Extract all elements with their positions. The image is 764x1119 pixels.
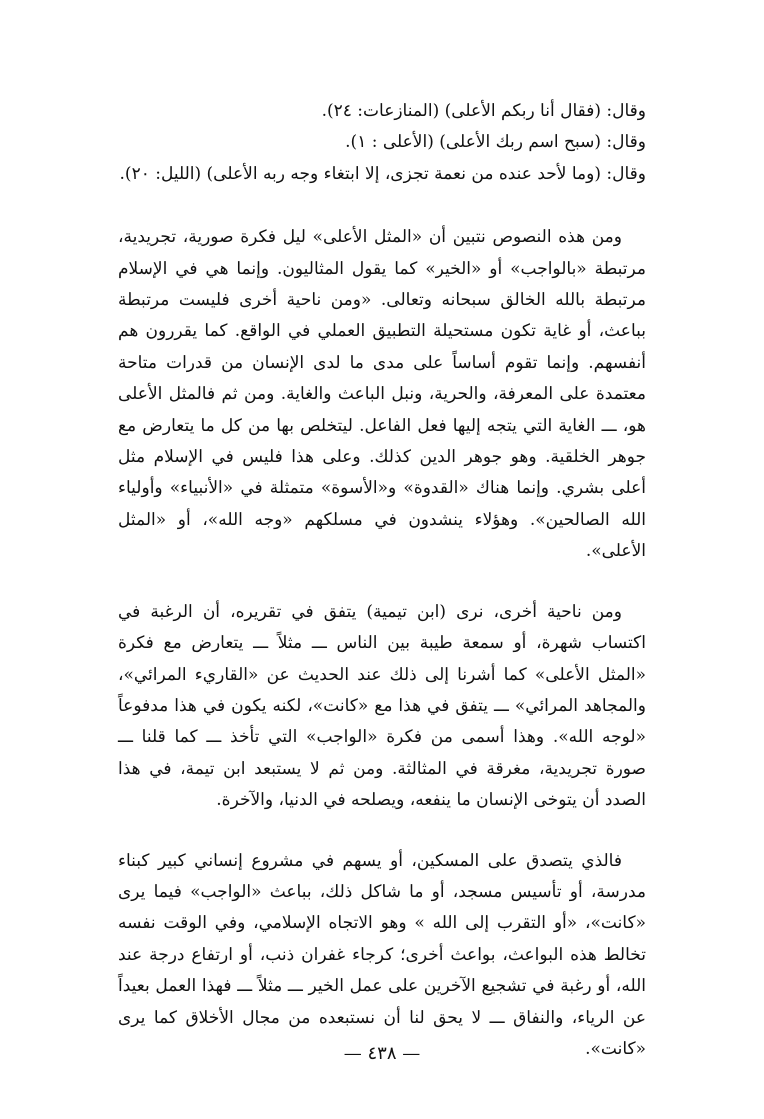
- quote-line: وقال: (وما لأحد عنده من نعمة تجزى، إلا ابتغاء وجه ربه الأعلى) (الليل: ٢٠).: [119, 163, 646, 184]
- paragraph: فالذي يتصدق على المسكين، أو يسهم في مشروع إنساني كبير كبناء مدرسة، أو تأسيس مسجد، أو ما شاكل ذلك، بباعث «الواجب» فيما يرى «كانت»، «أو التقرب إلى الله » وهو الاتجاه الإسلامي، وفي الوقت نفسه تخالط هذه البواعث، بواعث أخرى؛ كرجاء غفران ذنب، أو ارتفاع درجة عند الله، أو رغبة في تشجيع الآخرين على عمل الخير ـــ مثلاً ـــ فهذا العمل بعيداً عن الرياء، والنفاق ـــ لا يحق لنا أن نستبعده من مجال الأخلاق كما يرى «كانت».: [118, 850, 646, 1059]
- paragraph: ومن ناحية أخرى، نرى (ابن تيمية) يتفق في تقريره، أن الرغبة في اكتساب شهرة، أو سمعة طيبة بين الناس ـــ مثلاً ـــ يتعارض مع فكرة «المثل الأعلى» كما أشرنا إلى ذلك عند الحديث عن «القاريء المرائي»، والمجاهد المرائي» ـــ يتفق في هذا مع «كانت»، لكنه يكون في هذا مدفوعاً «لوجه الله». وهذا أسمى من فكرة «الواجب» التي تأخذ ـــ كما قلنا ـــ صورة تجريدية، مغرقة في المثالثة. ومن ثم لا يستبعد ابن تيمة، في هذا الصدد أن يتوخى الإنسان ما ينفعه، ويصلحه في الدنيا، والآخرة.: [118, 601, 646, 811]
- quran-quotes: [118, 96, 646, 190]
- quote-line: وقال: (سبح اسم ربك الأعلى) (الأعلى : ١).: [345, 132, 646, 153]
- quote-line: وقال: (فقال أنا ربكم الأعلى) (المنازعات: ٢٤).: [321, 101, 646, 121]
- page-number: — ٤٣٨ —: [343, 1043, 421, 1064]
- paragraph: ومن هذه النصوص نتبين أن «المثل الأعلى» ليل فكرة صورية، تجريدية، مرتبطة «بالواجب» أو «الخير» كما يقول المثاليون. وإنما هي في الإسلام مرتبطة بالله الخالق سبحانه وتعالى. «ومن ناحية أخرى فليست مرتبطة بباعث، أو غاية تكون مستحيلة التطبيق العملي في الواقع. كما يقررون هم أنفسهم. وإنما تقوم أساساً على مدى ما لدى الإنسان من قدرات متاحة معتمدة على المعرفة، والحرية، ونبل الباعث والغاية. ومن ثم فالمثل الأعلى هو، ـــ الغاية التي يتجه إليها فعل الفاعل. ليتخلص بها من كل ما يتعارض مع جوهر الخلقية. وهو جوهر الدين كذلك. وعلى هذا فليس في الإسلام مثل أعلى بشري. وإنما هناك «القدوة» و«الأسوة» متمثلة في «الأنبياء» وأولياء الله الصالحين». وهؤلاء ينشدون في مسلكهم «وجه الله»، أو «المثل الأعلى».: [118, 227, 646, 562]
- page-body: [118, 96, 646, 1065]
